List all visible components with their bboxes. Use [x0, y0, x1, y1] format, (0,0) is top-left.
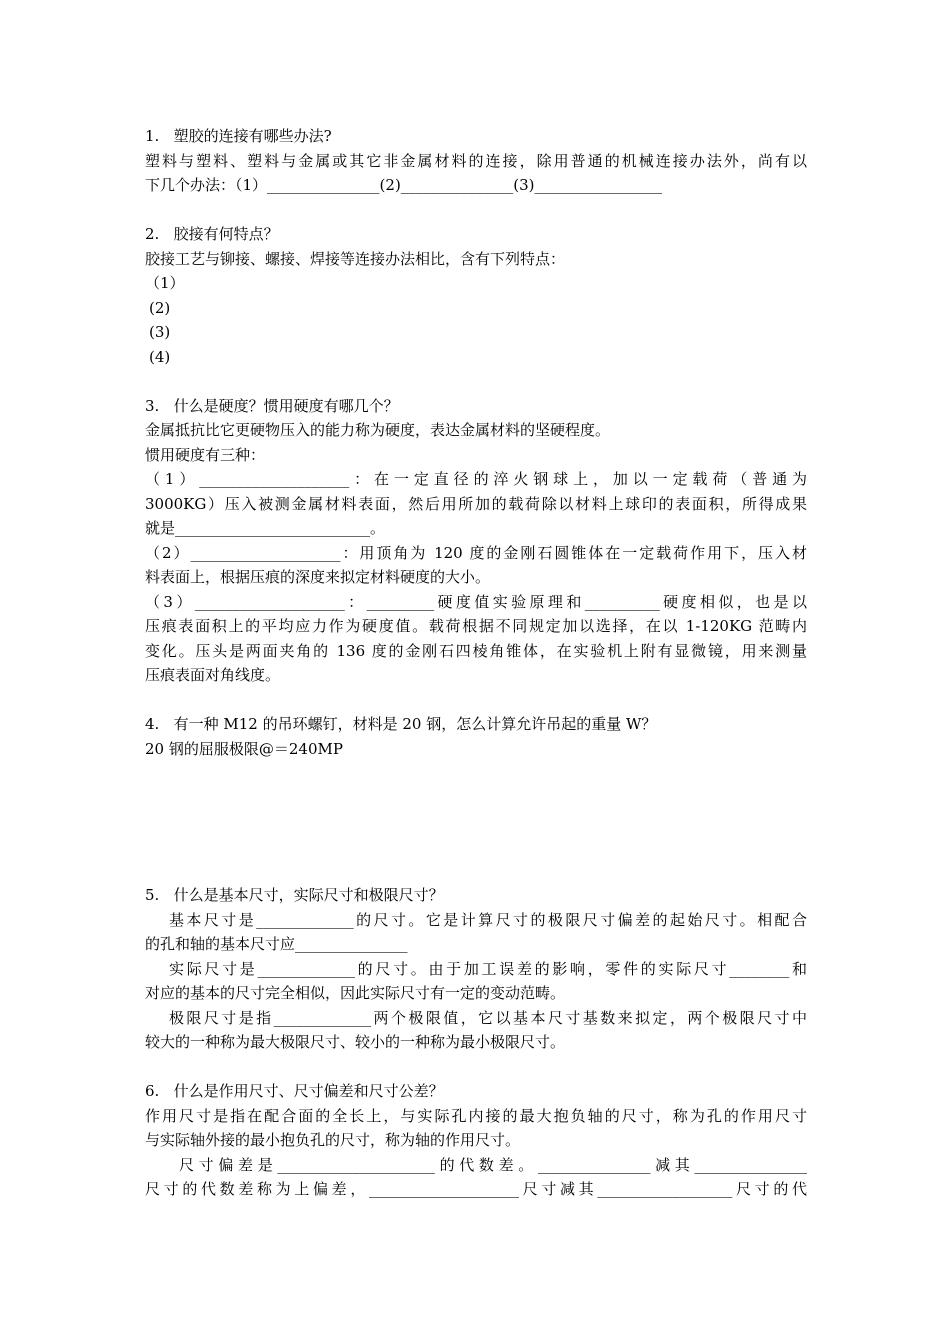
- q5-b-line-2: 对应的基本的尺寸完全相似，因此实际尺寸有一定的变动范畴。: [145, 984, 566, 1002]
- q3-b-line-2: 料表面上，根据压痕的深度来拟定材料硬度的大小。: [145, 568, 491, 586]
- q1-line-2: 下几个办法：（1）_______________(2)_______________(3)_________________: [145, 176, 663, 194]
- q5-c-line-1: 极限尺寸是指_____________两个极限值，它以基本尺寸基数来拟定，两个极限尺寸中: [169, 1008, 807, 1027]
- q3-definition: 金属抵抗比它更硬物压入的能力称为硬度，表达金属材料的坚硬程度。: [145, 421, 611, 439]
- q3-a-line-3: 就是__________________________。: [145, 519, 386, 537]
- q2-item-2: (2): [149, 298, 171, 317]
- q6-title: 6. 什么是作用尺寸、尺寸偏差和尺寸公差？: [145, 1082, 444, 1100]
- q5-c-line-2: 较大的一种称为最大极限尺寸、较小的一种称为最小极限尺寸。: [145, 1033, 566, 1051]
- q4-title: 4. 有一种 M12 的吊环螺钉，材料是 20 钢，怎么计算允许吊起的重量 W？: [145, 715, 657, 733]
- q3-c-line-2: 压痕表面积上的平均应力作为硬度值。载荷根据不同规定加以选择，在以 1-120KG 范畴内: [145, 617, 807, 635]
- q3-a-line-1: （1）____________________：在一定直径的淬火钢球上，加以一定载荷（普通为: [145, 470, 807, 488]
- q1-title: 1. 塑胶的连接有哪些办法?: [145, 127, 332, 145]
- q3-kinds: 惯用硬度有三种：: [145, 445, 266, 464]
- q5-b-line-1: 实际尺寸是_____________的尺寸。由于加工误差的影响，零件的实际尺寸________和: [169, 959, 807, 978]
- q3-c-line-4: 压痕表面对角线度。: [145, 666, 281, 684]
- q2-item-3: (3): [149, 323, 171, 341]
- q2-item-1: （1）: [145, 274, 185, 292]
- q3-c-line-3: 变化。压头是两面夹角的 136 度的金刚石四棱角锥体，在实验机上附有显微镜，用来测量: [145, 641, 807, 660]
- q5-a-line-2: 的孔和轴的基本尺寸应_______________: [145, 935, 408, 953]
- q6-a-line-1: 作用尺寸是指在配合面的全长上，与实际孔内接的最大抱负轴的尺寸，称为孔的作用尺寸: [145, 1106, 807, 1125]
- q4-line-1: 20 钢的屈服极限@＝240MP: [145, 739, 343, 758]
- q5-title: 5. 什么是基本尺寸，实际尺寸和极限尺寸？: [145, 886, 444, 904]
- q2-intro: 胶接工艺与铆接、螺接、焊接等连接办法相比，含有下列特点：: [145, 249, 566, 268]
- q5-a-line-1: 基本尺寸是_____________的尺寸。它是计算尺寸的极限尺寸偏差的起始尺寸。相配合: [169, 910, 807, 929]
- q3-b-line-1: （2）____________________：用顶角为 120 度的金刚石圆锥体在一定载荷作用下，压入材: [145, 543, 807, 562]
- q6-b-line-2: 尺寸的代数差称为上偏差，____________________尺寸减其__________________尺寸的代: [145, 1180, 807, 1198]
- q6-b-line-1: 尺寸偏差是_____________________的代数差。_______________减其_______________: [179, 1155, 807, 1174]
- q2-title: 2. 胶接有何特点？: [145, 225, 279, 243]
- q3-a-line-2: 3000KG）压入被测金属材料表面，然后用所加的载荷除以材料上球印的表面积，所得成果: [145, 494, 807, 513]
- q6-a-line-2: 与实际轴外接的最小抱负孔的尺寸，称为轴的作用尺寸。: [145, 1131, 521, 1149]
- q3-title: 3. 什么是硬度？惯用硬度有哪几个？: [145, 396, 399, 415]
- q3-c-line-1: （3）____________________：_________硬度值实验原理和__________硬度相似，也是以: [145, 592, 807, 611]
- q2-item-4: (4): [149, 347, 171, 366]
- q1-line-1: 塑料与塑料、塑料与金属或其它非金属材料的连接，除用普通的机械连接办法外，尚有以: [145, 151, 807, 170]
- document-page: [145, 124, 807, 1202]
